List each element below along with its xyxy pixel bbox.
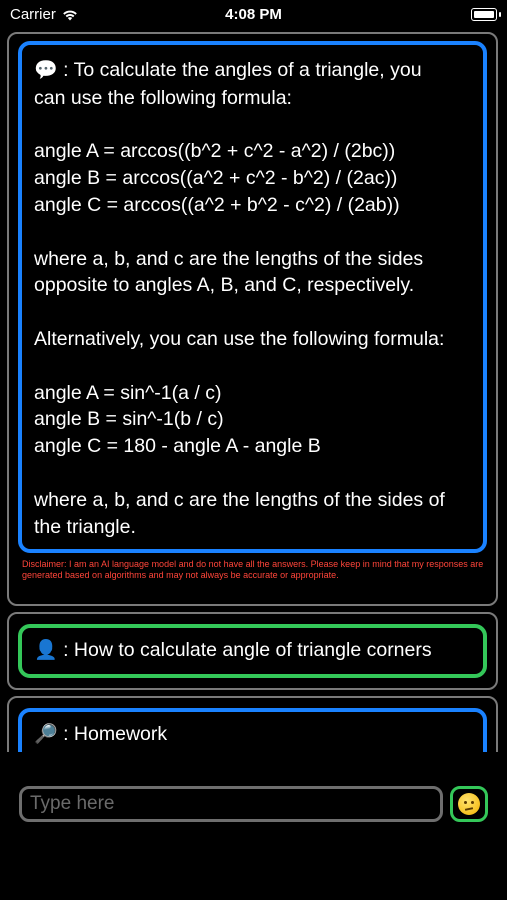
status-time: 4:08 PM [225, 6, 282, 23]
send-button[interactable] [450, 786, 488, 822]
carrier-label: Carrier [10, 6, 56, 23]
user-message-text [34, 637, 471, 665]
user-message-card [7, 612, 498, 690]
assistant-message-body: : To calculate the angles of a triangle, you can use the following formula: angle A = arccos((b^2 + c^2 - a^2) / (2bc)) angle B = arccos((a^2 + c^2 - b^2) / (2ac)) angle C = arccos((a^2 + b^2 - c^2) / (2ab)) where a, b, and c are the lengths of the sides opposite to angles A, B, and C, respectively. Alternatively, you can use the following formula: angle A = sin^-1(a / c) angle B = sin^-1(b / c) angle C = 180 - angle A - angle B where a, b, and c are the lengths of the sides of the triangle. [34, 59, 445, 538]
topic-message-card [7, 696, 498, 752]
status-bar [0, 0, 507, 30]
speech-bubble-icon: 💬 [34, 60, 58, 81]
assistant-message-card [7, 32, 498, 606]
user-message-body: : How to calculate angle of triangle corners [57, 639, 432, 661]
topic-message-body: : Homework [57, 723, 168, 745]
topic-message-bubble [18, 708, 487, 752]
message-input-placeholder: Type here [30, 793, 115, 814]
battery-icon [471, 8, 497, 21]
magnifier-icon: 🔎 [34, 724, 58, 745]
topic-message-text [34, 721, 471, 749]
message-input[interactable] [19, 786, 443, 822]
user-icon: 👤 [34, 640, 58, 661]
chat-scroll-area[interactable] [0, 30, 507, 752]
disclaimer-text: Disclaimer: I am an AI language model and do not have all the answers. Please keep in mind that my responses are generated based on algorithms and may not always be accurate or appropriate. [22, 559, 484, 580]
user-message-bubble [18, 624, 487, 678]
thinking-face-icon [458, 793, 480, 815]
assistant-message-text [34, 57, 471, 540]
assistant-message-bubble [18, 41, 487, 553]
